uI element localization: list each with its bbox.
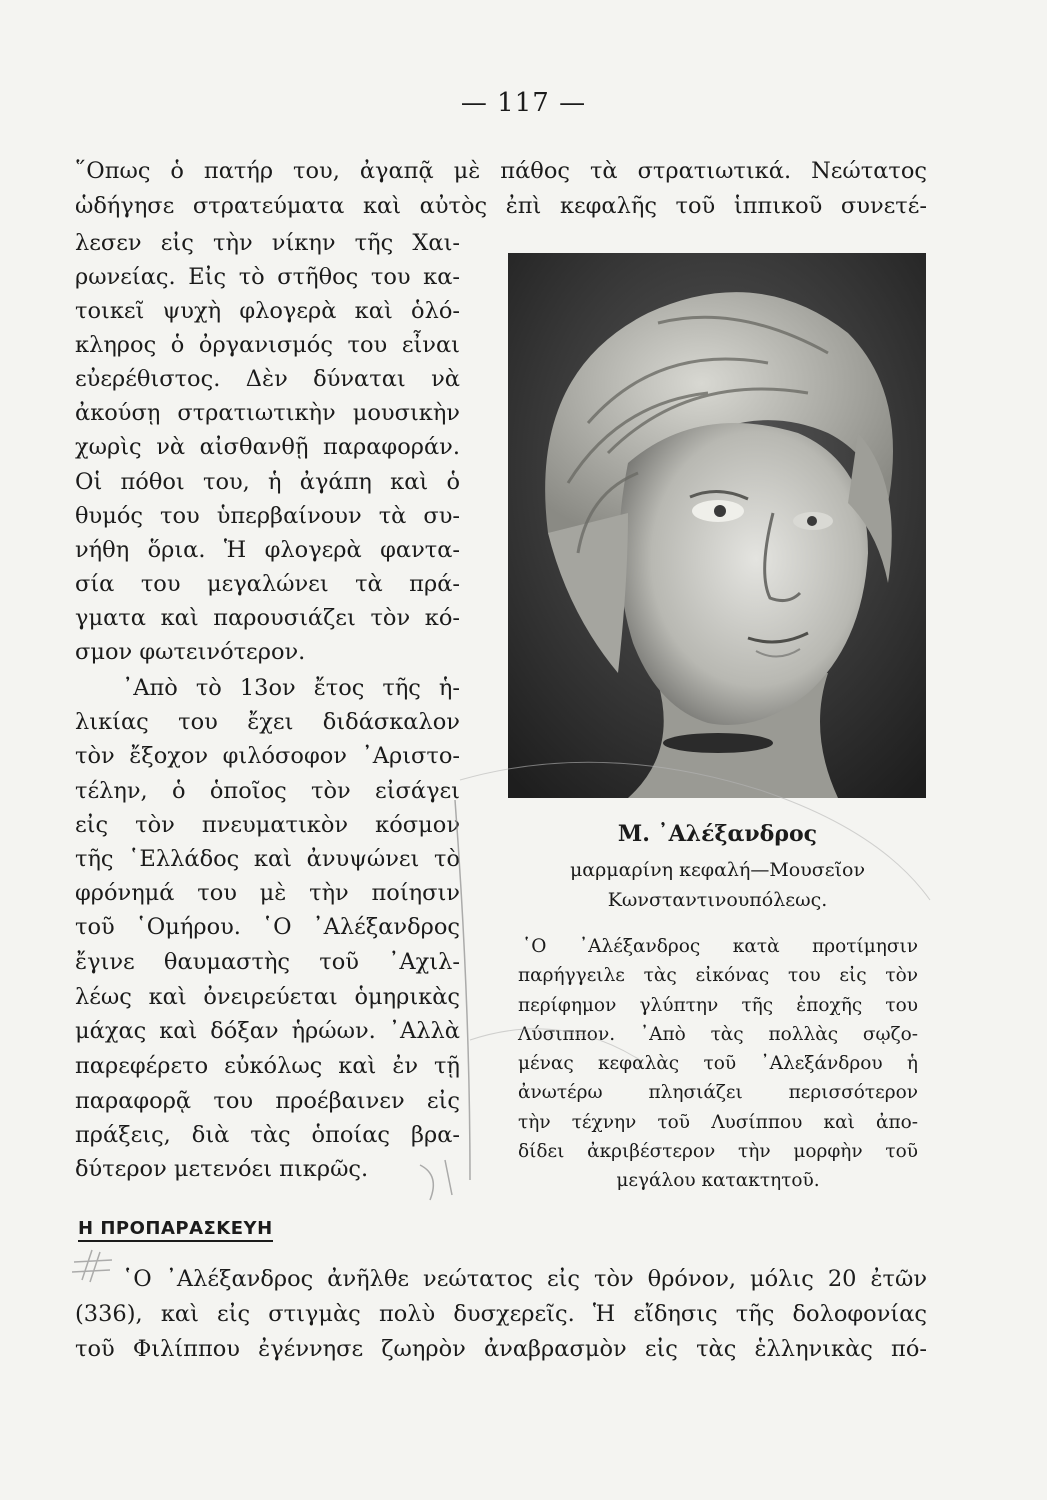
caption-line: παρήγγειλε τὰς εἰκόνας του εἰς τὸν (518, 965, 918, 986)
text-line: σία του μεγαλώνει τὰ πρά- (75, 571, 460, 597)
text-line: μάχας καὶ δόξαν ἡρώων. ᾿Αλλὰ (75, 1018, 460, 1044)
caption-line: δίδει ἀκριβέστερον τὴν μορφὴν τοῦ (518, 1141, 918, 1162)
text-line: εἰς τὸν πνευματικὸν κόσμον (75, 812, 460, 838)
figure-subtitle: Κωνσταντινουπόλεως. (607, 889, 828, 911)
text-line: Οἱ πόθοι του, ἡ ἀγάπη καὶ ὁ (75, 469, 460, 495)
text-line: νήθη ὅρια. Ἡ φλογερὰ φαντα- (75, 537, 460, 563)
text-line: θυμός του ὑπερβαίνουν τὰ συ- (75, 503, 460, 529)
caption-line: ἀνωτέρω πλησιάζει περισσότερον (518, 1082, 918, 1103)
text-line: λεσεν εἰς τὴν νίκην τῆς Χαι- (75, 230, 460, 256)
text-line: εὐερέθιστος. Δὲν δύναται νὰ (75, 366, 460, 392)
caption-line: περίφημον γλύπτην τῆς ἐποχῆς του (518, 995, 918, 1016)
text-line: λικίας του ἔχει διδάσκαλον (75, 709, 460, 735)
text-line: τοῦ Φιλίππου ἐγέννησε ζωηρὸν ἀναβρασμὸν εἰς τὰς ἑλληνικὰς πό- (75, 1336, 927, 1362)
text-line: κληρος ὁ ὀργανισμός του εἶναι (75, 332, 460, 358)
text-line: παρεφέρετο εὐκόλως καὶ ἐν τῇ (75, 1053, 460, 1079)
caption-line: ῾Ο ᾿Αλέξανδρος κατὰ προτίμησιν (522, 936, 918, 957)
text-line: χωρὶς νὰ αἰσθανθῇ παραφοράν. (75, 434, 460, 460)
section-heading: Η ΠΡΟΠΑΡΑΣΚΕΥΗ (78, 1218, 273, 1242)
text-line: παραφορᾷ του προέβαινεν εἰς (75, 1088, 460, 1114)
text-line: δύτερον μετενόει πικρῶς. (75, 1156, 369, 1182)
text-line: πράξεις, διὰ τὰς ὁποίας βρα- (75, 1122, 460, 1148)
text-line: ὡδήγησε στρατεύματα καὶ αὐτὸς ἐπὶ κεφαλῆς τοῦ ἱππικοῦ συνετέ- (75, 193, 927, 219)
text-line: ᾿Απὸ τὸ 13ον ἔτος τῆς ἡ- (122, 675, 460, 701)
caption-line: μένας κεφαλὰς τοῦ ᾿Αλεξάνδρου ἡ (518, 1053, 918, 1074)
text-line: τῆς ῾Ελλάδος καὶ ἀνυψώνει τὸ (75, 846, 460, 872)
text-line: λέως καὶ ὀνειρεύεται ὁμηρικὰς (75, 984, 460, 1010)
text-line: ἔγινε θαυμαστὴς τοῦ ᾿Αχιλ- (75, 949, 460, 975)
text-line: ῞Οπως ὁ πατήρ του, ἀγαπᾷ μὲ πάθος τὰ στρατιωτικά. Νεώτατος (75, 158, 927, 184)
figure-title: Μ. ᾿Αλέξανδρος (617, 821, 818, 847)
text-line: ἀκούσῃ στρατιωτικὴν μουσικὴν (75, 400, 460, 426)
text-line: τοῦ ῾Ομήρου. ῾Ο ᾿Αλέξανδρος (75, 914, 460, 940)
text-line: τέλην, ὁ ὁποῖος τὸν εἰσάγει (75, 778, 460, 804)
caption-line: Λύσιππον. ᾿Απὸ τὰς πολλὰς σῳζο- (518, 1024, 918, 1045)
text-line: ρωνείας. Εἰς τὸ στῆθος του κα- (75, 264, 460, 290)
page-number: — 117 — (460, 88, 587, 118)
text-line: τοικεῖ ψυχὴ φλογερὰ καὶ ὁλό- (75, 298, 460, 324)
text-line: σμον φωτεινότερον. (75, 639, 306, 665)
text-line: γματα καὶ παρουσιάζει τὸν κό- (75, 605, 460, 631)
caption-line: μεγάλου κατακτητοῦ. (616, 1170, 820, 1191)
figure-subtitle: μαρμαρίνη κεφαλή—Μουσεῖον (569, 859, 866, 881)
caption-line: τὴν τέχνην τοῦ Λυσίππου καὶ ἀπο- (518, 1112, 918, 1133)
text-line: τὸν ἔξοχον φιλόσοφον ᾿Αριστο- (75, 743, 460, 769)
text-line: (336), καὶ εἰς στιγμὰς πολὺ δυσχερεῖς. Ἡ εἴδησις τῆς δολοφονίας (75, 1301, 927, 1327)
text-line: φρόνημά του μὲ τὴν ποίησιν (75, 880, 460, 906)
text-line: ῾Ο ᾿Αλέξανδρος ἀνῆλθε νεώτατος εἰς τὸν θρόνον, μόλις 20 ἐτῶν (122, 1266, 927, 1292)
